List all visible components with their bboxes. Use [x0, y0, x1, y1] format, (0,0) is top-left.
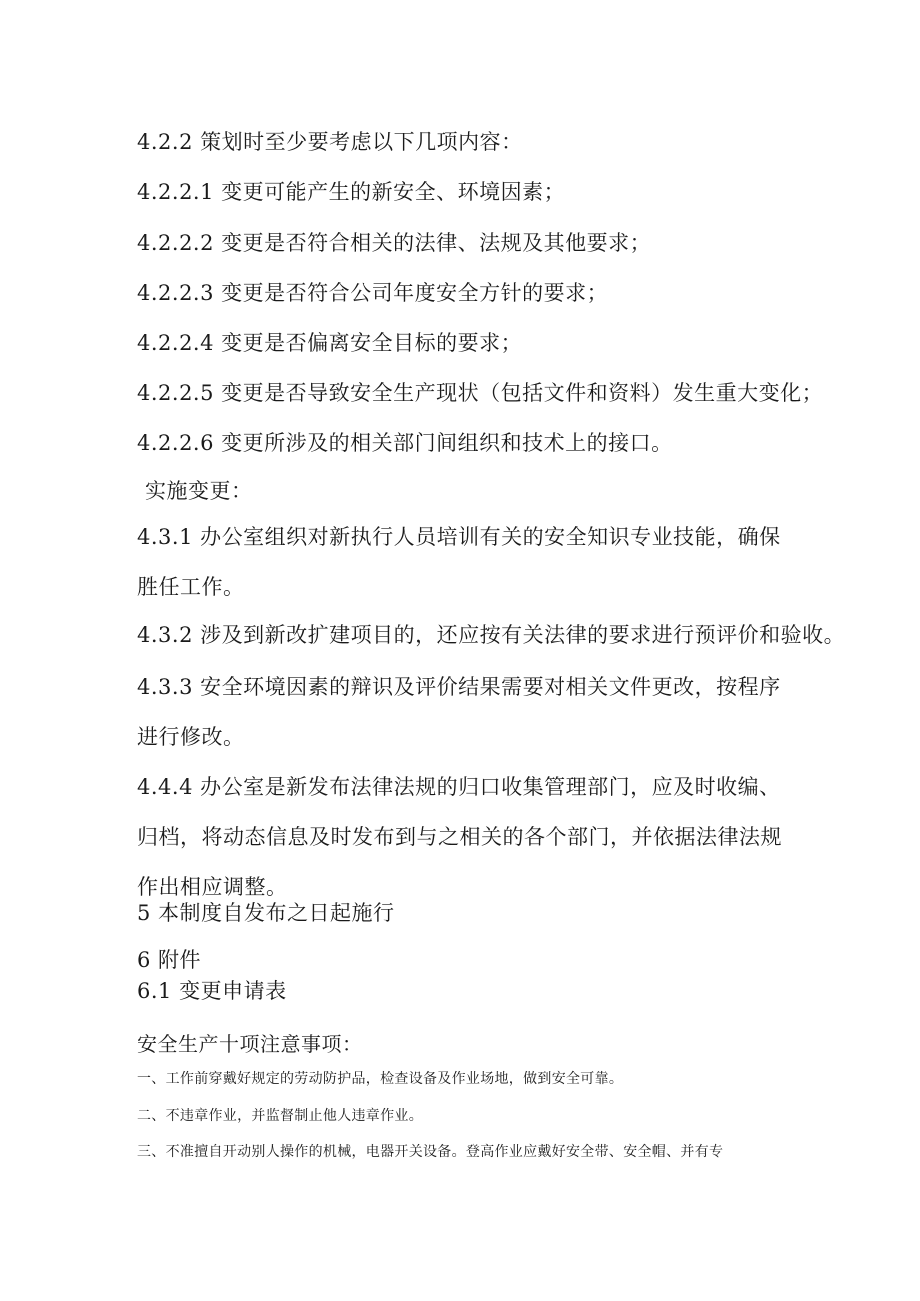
notice-title: 安全生产十项注意事项： [137, 1032, 363, 1056]
clause-4-3-3: 4.3.3 安全环境因素的辩识及评价结果需要对相关文件更改，按程序进行修改。 [137, 675, 781, 749]
clause-4-2-2-6: 4.2.2.6 变更所涉及的相关部门间组织和技术上的接口。 [137, 431, 673, 455]
clause-4-2-2-2: 4.2.2.2 变更是否符合相关的法律、法规及其他要求； [137, 231, 652, 255]
clause-4-2-2-5: 4.2.2.5 变更是否导致安全生产现状（包括文件和资料）发生重大变化； [137, 381, 824, 405]
section-heading-implement-change: 实施变更： [145, 479, 253, 503]
clause-5: 5 本制度自发布之日起施行 [137, 901, 395, 925]
clause-4-2-2-4: 4.2.2.4 变更是否偏离安全目标的要求； [137, 331, 523, 355]
clause-4-2-2: 4.2.2 策划时至少要考虑以下几项内容： [137, 130, 523, 154]
notice-item-3: 三、不准擅自开动别人操作的机械，电器开关设备。登高作业应戴好安全带、安全帽、并有专 [137, 1144, 724, 1160]
clause-6-1: 6.1 变更申请表 [137, 979, 287, 1003]
notice-item-2: 二、不违章作业，并监督制止他人违章作业。 [137, 1108, 423, 1124]
clause-4-4-4: 4.4.4 办公室是新发布法律法规的归口收集管理部门，应及时收编、归档，将动态信息及时发布到与之相关的各个部门，并依据法律法规作出相应调整。 [137, 775, 782, 899]
clause-4-2-2-3: 4.2.2.3 变更是否符合公司年度安全方针的要求； [137, 281, 609, 305]
clause-4-2-2-1: 4.2.2.1 变更可能产生的新安全、环境因素； [137, 180, 566, 204]
notice-item-1: 一、工作前穿戴好规定的劳动防护品，检查设备及作业场地，做到安全可靠。 [137, 1071, 624, 1087]
clause-6: 6 附件 [137, 948, 202, 972]
clause-4-3-2: 4.3.2 涉及到新改扩建项目的，还应按有关法律的要求进行预评价和验收。 [137, 623, 846, 647]
clause-4-3-1: 4.3.1 办公室组织对新执行人员培训有关的安全知识专业技能，确保胜任工作。 [137, 525, 781, 599]
